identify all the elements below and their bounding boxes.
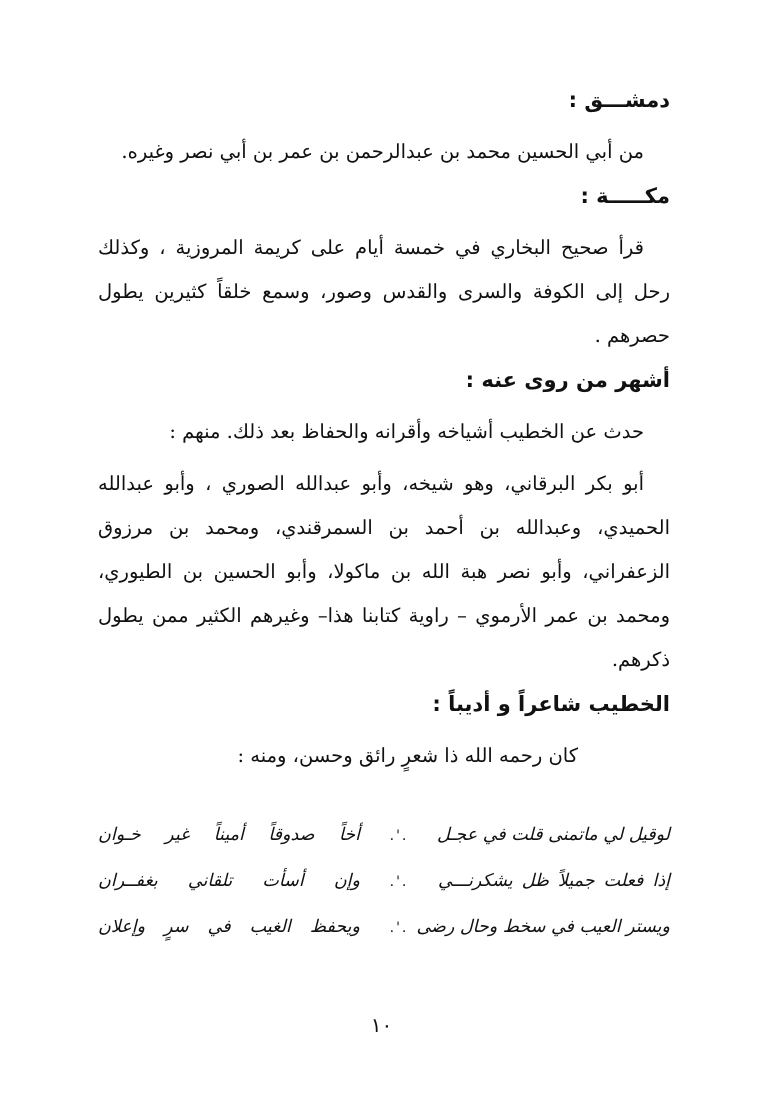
page-number: ١٠ (370, 1013, 393, 1037)
verse-second-hemistich: أخاً صدوقاً أميناً غير خـوان (98, 825, 360, 845)
verse-first-hemistich: ويستر العيب في سخط وحال رضى (416, 917, 670, 937)
poem (98, 812, 670, 950)
section-heading-poet: الخطيب شاعراً و أديباً : (432, 692, 670, 716)
paragraph-narrators-list: أبو بكر البرقاني، وهو شيخه، وأبو عبدالله الصوري ، وأبو عبدالله الحميدي، وعبدالله بن أحمد بن السمرقندي، ومحمد بن مرزوق الزعفراني، وأبو نصر هبة الله بن ماكولا، وأبو الحسين بن الطيوري، ومحمد بن عمر الأرموي – راوية كتابنا هذا– وغيرهم الكثير ممن يطول ذكرهم. (98, 472, 670, 671)
verse-second-hemistich: ويحفظ الغيب في سرٍ وإعلان (98, 917, 360, 937)
poem-verse (98, 858, 670, 904)
verse-separator: .'. (389, 828, 409, 844)
paragraph-poet-intro: كان رحمه الله ذا شعرٍ رائق وحسن، ومنه : (237, 744, 578, 767)
verse-first-hemistich: إذا فعلت جميلاً ظل يشكرنـــي (438, 871, 670, 891)
book-page (98, 78, 670, 1038)
verse-second-hemistich: وإن أسأت تلقاني بغفــران (98, 871, 360, 891)
section-heading-narrators: أشهر من روى عنه : (465, 368, 670, 392)
verse-separator: .'. (389, 920, 409, 936)
verse-separator: .'. (389, 874, 409, 890)
paragraph-makkah: قرأ صحيح البخاري في خمسة أيام على كريمة المروزية ، وكذلك رحل إلى الكوفة والسرى والقدس وصور، وسمع خلقاً كثيرين يطول حصرهم . (98, 236, 670, 347)
poem-verse (98, 904, 670, 950)
section-heading-makkah: مكـــــة : (580, 184, 670, 208)
section-heading-damascus: دمشـــق : (568, 88, 670, 112)
paragraph-damascus: من أبي الحسين محمد بن عبدالرحمن بن عمر بن أبي نصر وغيره. (121, 140, 644, 163)
paragraph-narrators-intro: حدث عن الخطيب أشياخه وأقرانه والحفاظ بعد ذلك. منهم : (169, 420, 644, 443)
poem-verse (98, 812, 670, 858)
verse-first-hemistich: لوقيل لي ماتمنى قلت في عجـل (437, 825, 670, 845)
